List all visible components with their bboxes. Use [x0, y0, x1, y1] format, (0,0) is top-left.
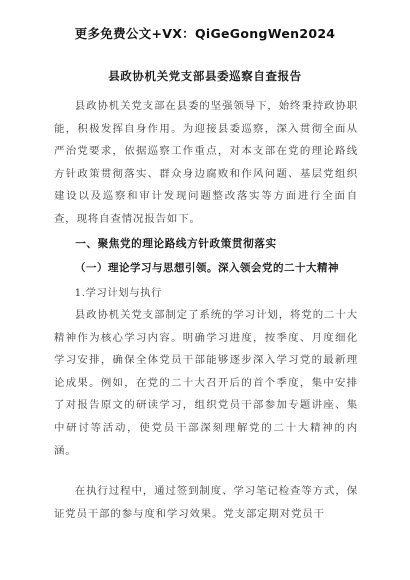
subsection-heading: （一）理论学习与思想引领。深入领会党的二十大精神: [75, 262, 339, 274]
intro-paragraph: 县政协机关党支部在县委的坚强领导下，始终秉持政协职能，积极发挥自身作用。为迎接县委巡察，深入贯彻全面从严治党要求，依据巡察工作重点，对本支部在党的理论路线方针政策贯彻落实、群众身边腐败和作风问题、基层党组织建设以及巡察和审计发现问题整改落实等方面进行全面自查，现将自查情况报告如下。: [54, 100, 358, 225]
execution-paragraph-block: [54, 480, 358, 525]
intro-paragraph-block: [54, 95, 358, 231]
section-heading: 一、聚焦党的理论路线方针政策贯彻落实: [75, 238, 277, 250]
execution-paragraph: 在执行过程中，通过签到制度、学习笔记检查等方式，保证党员干部的参与度和学习效果。党支部定期对党员干: [54, 485, 358, 520]
study-plan-paragraph-block: [54, 304, 358, 462]
study-plan-paragraph: 县政协机关党支部制定了系统的学习计划，将党的二十大精神作为核心学习内容。明确学习进度，按季度、月度细化学习安排，确保全体党员干部能够逐步深入学习党的最新理论成果。例如，在党的二十大召开后的首个季度，集中安排了对报告原文的研读学习，组织党员干部参加专题讲座、集中研讨等活动，使党员干部深刻理解党的二十大精神的内涵。: [54, 309, 358, 457]
promo-banner: 更多免费公文+VX：QiGeGongWen2024: [74, 26, 336, 41]
item-heading: 1.学习计划与执行: [74, 287, 162, 299]
document-title: 县政协机关党支部县委巡察自查报告: [108, 69, 302, 83]
